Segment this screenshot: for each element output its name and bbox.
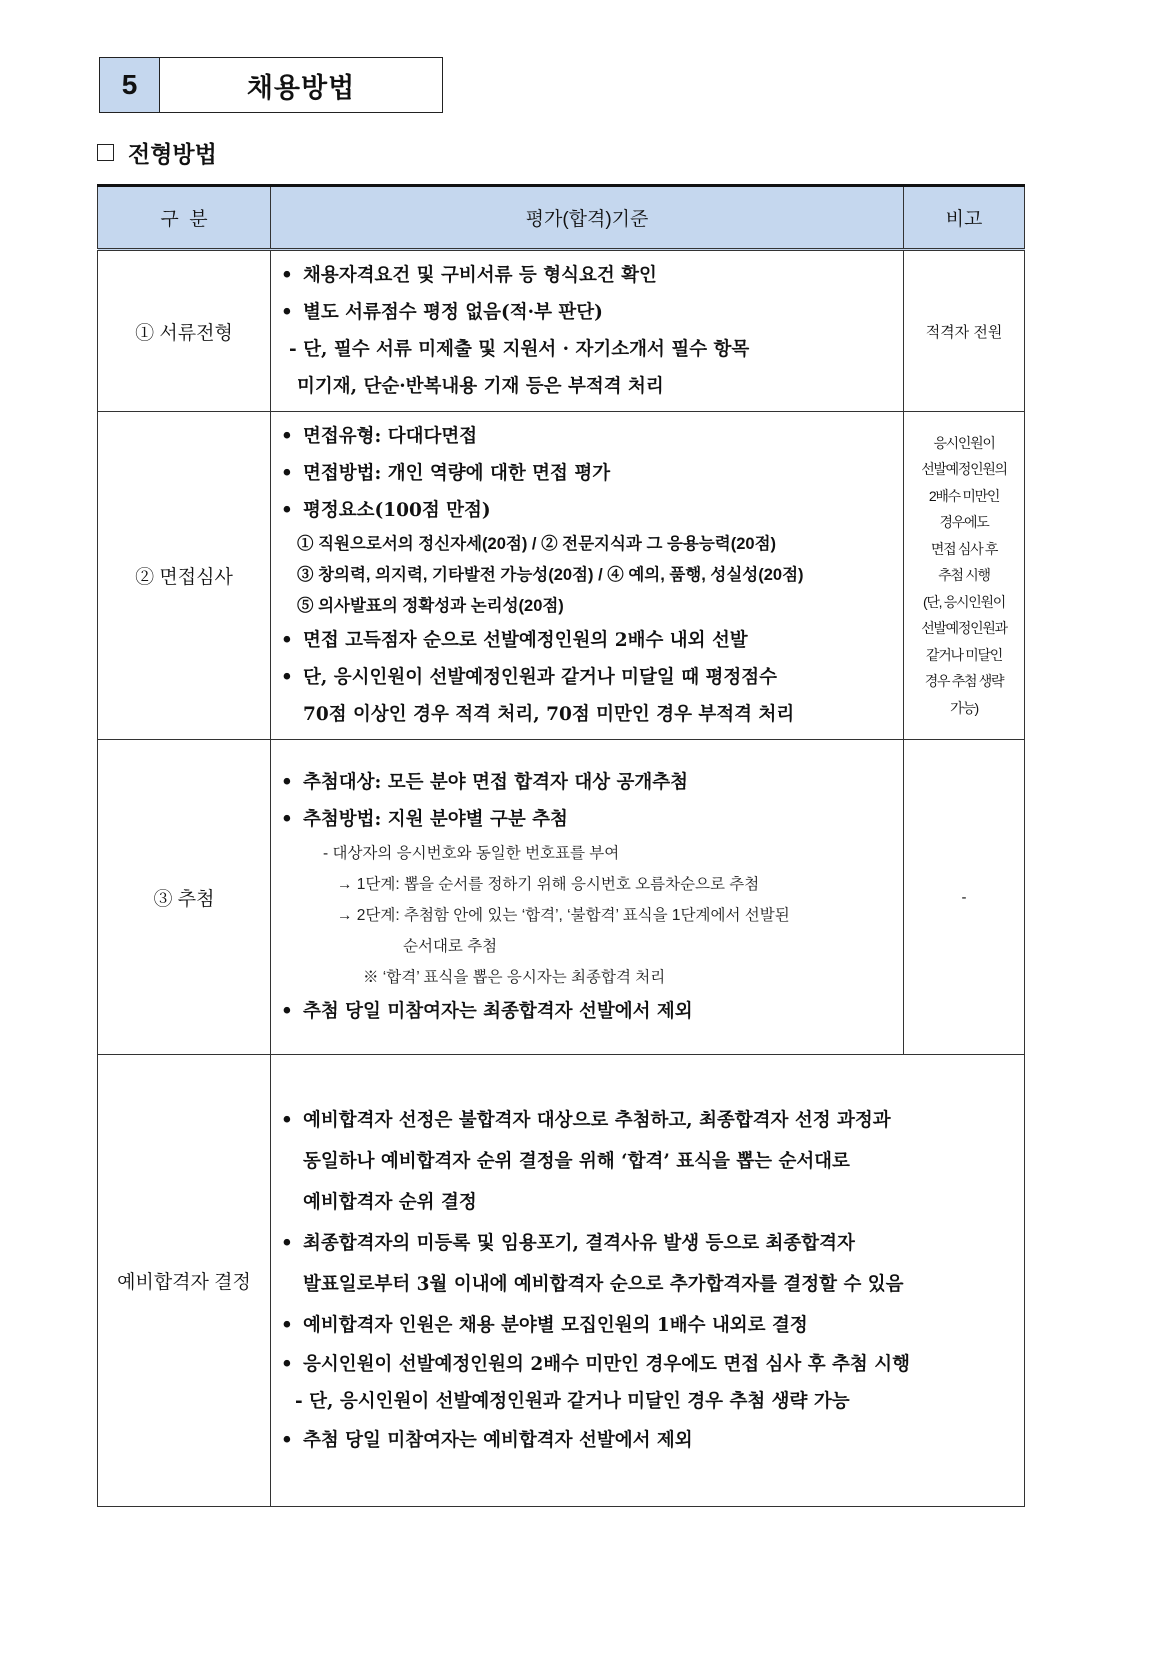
note-line: 응시인원이 [933,434,995,451]
note-line: 2배수 미만인 [928,487,1000,504]
sub-step: → 2단계: 추첨함 안에 있는 ‘합격’, ‘불합격’ 표식을 1단계에서 선발된 [337,907,790,924]
header-category: 구 분 [98,186,271,250]
table-row-interview [98,412,1025,740]
section-header [99,57,443,113]
row-note [904,412,1025,740]
sub-step-continuation: 순서대로 추첨 [403,938,498,955]
note-line: 경우에도 [939,514,989,531]
bullet-item: • 추첨 당일 미참여자는 예비합격자 선발에서 제외 [281,1420,1016,1461]
bullet-item: • 예비합격자 선정은 불합격자 대상으로 추첨하고, 최종합격자 선정 과정과 [281,1100,1016,1141]
note-line: 같거나 미달인 [926,646,1002,663]
evaluation-element: ① 직원으로서의 정신자세(20점) / ② 전문지식과 그 응용능력(20점) [297,535,777,553]
bullet-continuation [281,1264,1016,1305]
dash-item [281,1383,1016,1420]
evaluation-element: ⑤ 의사발표의 정확성과 논리성(20점) [297,597,564,615]
note-line: 선발예정인원과 [921,620,1007,637]
row-criteria [271,250,904,412]
sub-step: → 1단계: 뽑을 순서를 정하기 위해 응시번호 오름차순으로 추첨 [337,876,760,893]
bullet-item: • 별도 서류점수 평정 없음(적·부 판단) [281,294,895,331]
note-line: 가능) [950,699,978,716]
bullet-item: • 채용자격요건 및 구비서류 등 형식요건 확인 [281,257,895,294]
bullet-item: • 추첨방법: 지원 분야별 구분 추첨 [281,801,895,838]
evaluation-element: ③ 창의력, 의지력, 기타발전 가능성(20점) / ④ 예의, 품행, 성실성(20점) [297,566,804,584]
header-note: 비고 [904,186,1025,250]
bullet-item: • 추첨대상: 모든 분야 면접 합격자 대상 공개추첨 [281,764,895,801]
note-line: (단, 응시인원이 [923,593,1005,610]
table-row-reserve-candidates [98,1055,1025,1507]
note-line: 선발예정인원의 [921,461,1007,478]
selection-method-table [97,184,1025,1507]
note-line: 면접 심사 후 [930,540,998,557]
row-criteria [271,1055,1025,1507]
table-header-row [98,186,1025,250]
row-criteria [271,740,904,1055]
bullet-item: • 추첨 당일 미참여자는 최종합격자 선발에서 제외 [281,993,895,1030]
bullet-continuation-text: 동일하나 예비합격자 순위 결정을 위해 ‘합격’ 표식을 뽑는 순서대로 [303,1151,850,1172]
dash-item-text: - 단, 응시인원이 선발예정인원과 같거나 미달인 경우 추첨 생략 가능 [295,1391,850,1412]
bullet-item: • 평정요소(100점 만점) [281,492,895,529]
row-category: ③ 추첨 [98,740,271,1055]
bullet-item: • 면접유형: 다대다면접 [281,418,895,455]
subheading-title: 전형방법 [128,141,217,168]
bullet-item: • 예비합격자 인원은 채용 분야별 모집인원의 1배수 내외로 결정 [281,1305,1016,1346]
section-title: 채용방법 [246,72,356,104]
header-criteria: 평가(합격)기준 [271,186,904,250]
row-category: 예비합격자 결정 [98,1055,271,1507]
bullet-item: • 면접 고득점자 순으로 선발예정인원의 2배수 내외 선발 [281,622,895,659]
bullet-item: • 최종합격자의 미등록 및 임용포기, 결격사유 발생 등으로 최종합격자 [281,1223,1016,1264]
empty-square-icon [97,144,114,161]
bullet-item: • 면접방법: 개인 역량에 대한 면접 평가 [281,455,895,492]
section-number: 5 [100,58,160,112]
bullet-item: • 응시인원이 선발예정인원의 2배수 미만인 경우에도 면접 심사 후 추첨 시행 [281,1346,1016,1383]
row-criteria [271,412,904,740]
bullet-continuation-text: 70점 이상인 경우 적격 처리, 70점 미만인 경우 부적격 처리 [303,704,795,725]
bullet-item: • 단, 응시인원이 선발예정인원과 같거나 미달일 때 평정점수 [281,659,895,696]
sub-item: - 대상자의 응시번호와 동일한 번호표를 부여 [323,845,620,862]
dash-item-text: - 단, 필수 서류 미제출 및 지원서 · 자기소개서 필수 항목 [289,339,750,360]
bullet-continuation-text: 예비합격자 순위 결정 [303,1192,477,1213]
table-row-document-screening [98,250,1025,412]
row-note: 적격자 전원 [904,250,1025,412]
sub-note: ※ ‘합격’ 표식을 뽑은 응시자는 최종합격 처리 [363,969,666,986]
bullet-continuation [281,1182,1016,1223]
bullet-continuation-text: 발표일로부터 3월 이내에 예비합격자 순으로 추가합격자를 결정할 수 있음 [303,1274,904,1295]
table-row-lottery [98,740,1025,1055]
row-category: ② 면접심사 [98,412,271,740]
row-note: - [904,740,1025,1055]
subheading [97,136,217,169]
note-line: 경우 추첨 생략 [924,673,1004,690]
bullet-continuation [281,1141,1016,1182]
dash-item-continuation [281,368,895,405]
bullet-continuation [281,696,895,733]
note-line: 추첨 시행 [938,567,990,584]
dash-item-text: 미기재, 단순·반복내용 기재 등은 부적격 처리 [297,376,664,397]
row-category: ① 서류전형 [98,250,271,412]
dash-item [281,331,895,368]
